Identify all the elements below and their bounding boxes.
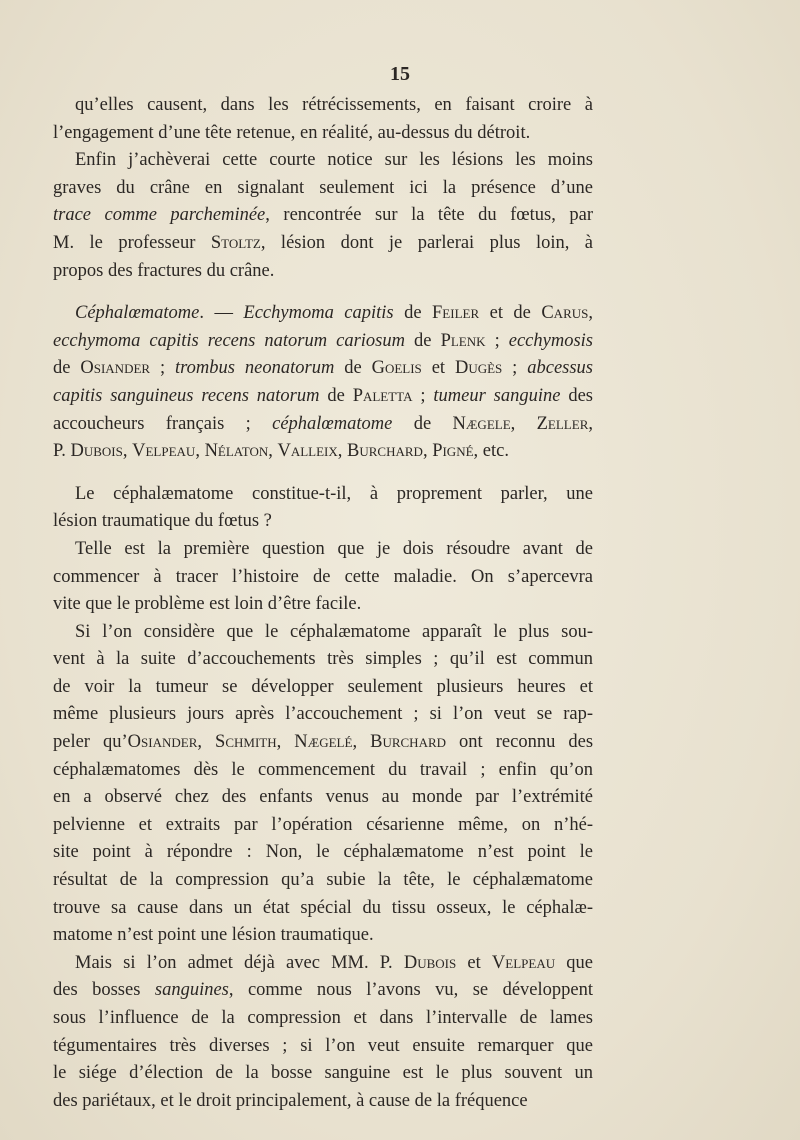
text-run: ,: [122, 441, 133, 462]
text-line: [53, 147, 593, 175]
text-run: ;: [485, 330, 509, 351]
author-name: Carus: [541, 303, 589, 324]
text-run: en a observé chez des enfants venus au monde par l’extrémité: [53, 787, 593, 808]
text-line: [53, 1060, 593, 1088]
text-run: de: [319, 385, 353, 406]
text-run: de: [53, 358, 81, 379]
text-line: [53, 508, 593, 536]
text-run: des: [560, 385, 593, 406]
text-run: , comme nous l’avons vu, se développent: [228, 980, 593, 1001]
text-line: [53, 729, 593, 757]
text-line: [53, 784, 593, 812]
author-name: Burchard: [347, 441, 423, 462]
text-run: , etc.: [473, 441, 509, 462]
text-line: [53, 839, 593, 867]
text-run: résultat de la compression qu’a subie la tête, le céphalæmatome: [53, 870, 593, 891]
text-run: , lésion dont je parlerai plus loin, à: [260, 232, 594, 253]
italic-text: abcessus: [527, 358, 594, 379]
text-run: propos des fractures du crâne.: [53, 260, 275, 281]
text-line: [53, 300, 593, 328]
author-name: Feiler: [432, 303, 480, 324]
text-line: [53, 438, 593, 466]
italic-text: tumeur sanguine: [433, 385, 561, 406]
text-run: ont reconnu des: [446, 732, 594, 753]
text-run: des bosses: [53, 980, 155, 1001]
text-line: [53, 92, 593, 120]
text-line: [53, 646, 593, 674]
text-line: [53, 230, 593, 258]
text-run: ,: [510, 413, 537, 434]
text-run: ,: [195, 441, 205, 462]
text-run: l’engagement d’une tête retenue, en réalité, au-dessus du détroit.: [53, 122, 531, 143]
text-line: [53, 481, 593, 509]
text-run: Enfin j’achèverai cette courte notice sur les lésions les moins: [75, 150, 593, 171]
author-name: Zeller: [536, 413, 589, 434]
italic-text: trace comme parcheminée: [53, 205, 266, 226]
text-run: Mais si l’on admet déjà avec MM.: [75, 952, 380, 973]
text-line: [53, 674, 593, 702]
text-line: [53, 328, 593, 356]
italic-text: céphalœmatome: [272, 413, 393, 434]
text-run: , rencontrée sur la tête du fœtus, par: [265, 205, 594, 226]
text-run: et: [421, 358, 455, 379]
text-run: ,: [197, 732, 216, 753]
italic-text: trombus neonatorum: [175, 358, 335, 379]
text-run: ;: [150, 358, 176, 379]
text-run: que: [555, 952, 593, 973]
text-run: de: [334, 358, 372, 379]
italic-text: Ecchymoma capitis: [243, 303, 394, 324]
text-run: ;: [502, 358, 528, 379]
author-name: Velpeau: [491, 952, 556, 973]
text-run: tégumentaires très diverses ; si l’on veut ensuite remarquer que: [53, 1035, 593, 1056]
text-run: M. le professeur: [53, 232, 211, 253]
author-name: Valleix: [277, 441, 338, 462]
text-run: des pariétaux, et le droit principalement, à cause de la fréquence: [53, 1090, 528, 1111]
text-line: [53, 258, 593, 286]
text-run: lésion traumatique du fœtus ?: [53, 511, 272, 532]
text-run: de: [392, 413, 453, 434]
text-line: [53, 1033, 593, 1061]
body-text: [53, 92, 593, 1115]
italic-text: ecchymosis: [508, 330, 593, 351]
author-name: Schmith: [215, 732, 277, 753]
text-line: [53, 120, 593, 148]
text-run: ,: [352, 732, 371, 753]
text-run: même plusieurs jours après l’accouchement ; si l’on veut se rap-: [53, 704, 593, 725]
text-run: site point à répondre : Non, le céphalæmatome n’est point le: [53, 842, 593, 863]
text-run: graves du crâne en signalant seulement ici la présence d’une: [53, 177, 593, 198]
text-line: [53, 1005, 593, 1033]
text-run: qu’elles causent, dans les rétrécissements, en faisant croire à: [75, 95, 593, 115]
text-run: le siége d’élection de la bosse sanguine est le plus souvent un: [53, 1063, 593, 1084]
text-line: [53, 591, 593, 619]
text-run: ,: [422, 441, 433, 462]
text-line: [53, 175, 593, 203]
text-run: peler qu’: [53, 732, 128, 753]
text-run: de: [393, 303, 433, 324]
text-line: [53, 701, 593, 729]
text-run: céphalæmatomes dès le commencement du travail ; enfin qu’on: [53, 759, 593, 780]
author-name: Nélaton: [204, 441, 269, 462]
text-line: [53, 867, 593, 895]
italic-text: ecchymoma capitis recens natorum cariosum: [53, 330, 405, 351]
author-name: Velpeau: [132, 441, 196, 462]
paragraph-gap: [53, 466, 593, 481]
text-line: [53, 202, 593, 230]
text-line: [53, 977, 593, 1005]
text-line: [53, 812, 593, 840]
text-run: matome n’est point une lésion traumatique.: [53, 925, 374, 946]
page-number: 15: [390, 63, 410, 85]
text-run: ,: [276, 732, 295, 753]
author-name: Stoltz: [210, 232, 261, 253]
text-run: et: [456, 952, 492, 973]
paragraph-gap: [53, 285, 593, 300]
text-run: ,: [588, 303, 593, 324]
author-name: Nægelé: [294, 732, 353, 753]
author-name: Burchard: [370, 732, 447, 753]
text-line: [53, 1088, 593, 1116]
text-run: Telle est la première question que je dois résoudre avant de: [75, 538, 593, 559]
text-line: [53, 895, 593, 923]
italic-text: sanguines: [154, 980, 229, 1001]
text-run: accoucheurs français ;: [53, 413, 273, 434]
text-run: ,: [268, 441, 278, 462]
text-line: [53, 922, 593, 950]
author-name: Osiander: [80, 358, 151, 379]
text-run: vent à la suite d’accouchements très simples ; qu’il est commun: [53, 649, 593, 670]
author-name: P. Dubois: [379, 952, 457, 973]
text-run: de voir la tumeur se développer seulement plusieurs heures et: [53, 676, 593, 697]
italic-text: capitis sanguineus recens natorum: [53, 385, 320, 406]
author-name: Paletta: [352, 385, 413, 406]
text-line: [53, 355, 593, 383]
text-run: de: [405, 330, 441, 351]
author-name: Goelis: [371, 358, 422, 379]
text-run: ,: [588, 413, 593, 434]
author-name: Osiander: [127, 732, 198, 753]
author-name: Dugès: [454, 358, 503, 379]
text-run: pelvienne et extraits par l’opération césarienne même, on n’hé-: [53, 814, 593, 835]
text-line: [53, 757, 593, 785]
text-run: sous l’influence de la compression et dans l’intervalle de lames: [53, 1008, 593, 1028]
text-line: [53, 383, 593, 411]
author-name: Pigné: [432, 441, 474, 462]
text-run: commencer à tracer l’histoire de cette maladie. On s’apercevra: [53, 566, 593, 587]
text-run: ;: [412, 385, 434, 406]
italic-text: Céphalœmatome: [75, 303, 200, 324]
text-line: [53, 950, 593, 978]
text-run: vite que le problème est loin d’être facile.: [53, 594, 362, 615]
text-run: Le céphalæmatome constitue-t-il, à proprement parler, une: [75, 483, 593, 504]
text-line: [53, 411, 593, 439]
text-run: trouve sa cause dans un état spécial du tissu osseux, le céphalæ-: [53, 897, 593, 918]
text-line: [53, 564, 593, 592]
author-name: P. Dubois: [53, 441, 123, 462]
author-name: Plenk: [440, 330, 486, 351]
text-run: et de: [479, 303, 542, 324]
text-run: Si l’on considère que le céphalæmatome apparaît le plus sou-: [75, 621, 593, 642]
text-run: . —: [199, 303, 244, 324]
text-line: [53, 619, 593, 647]
text-line: [53, 536, 593, 564]
text-run: ,: [337, 441, 348, 462]
author-name: Nægele: [452, 413, 511, 434]
